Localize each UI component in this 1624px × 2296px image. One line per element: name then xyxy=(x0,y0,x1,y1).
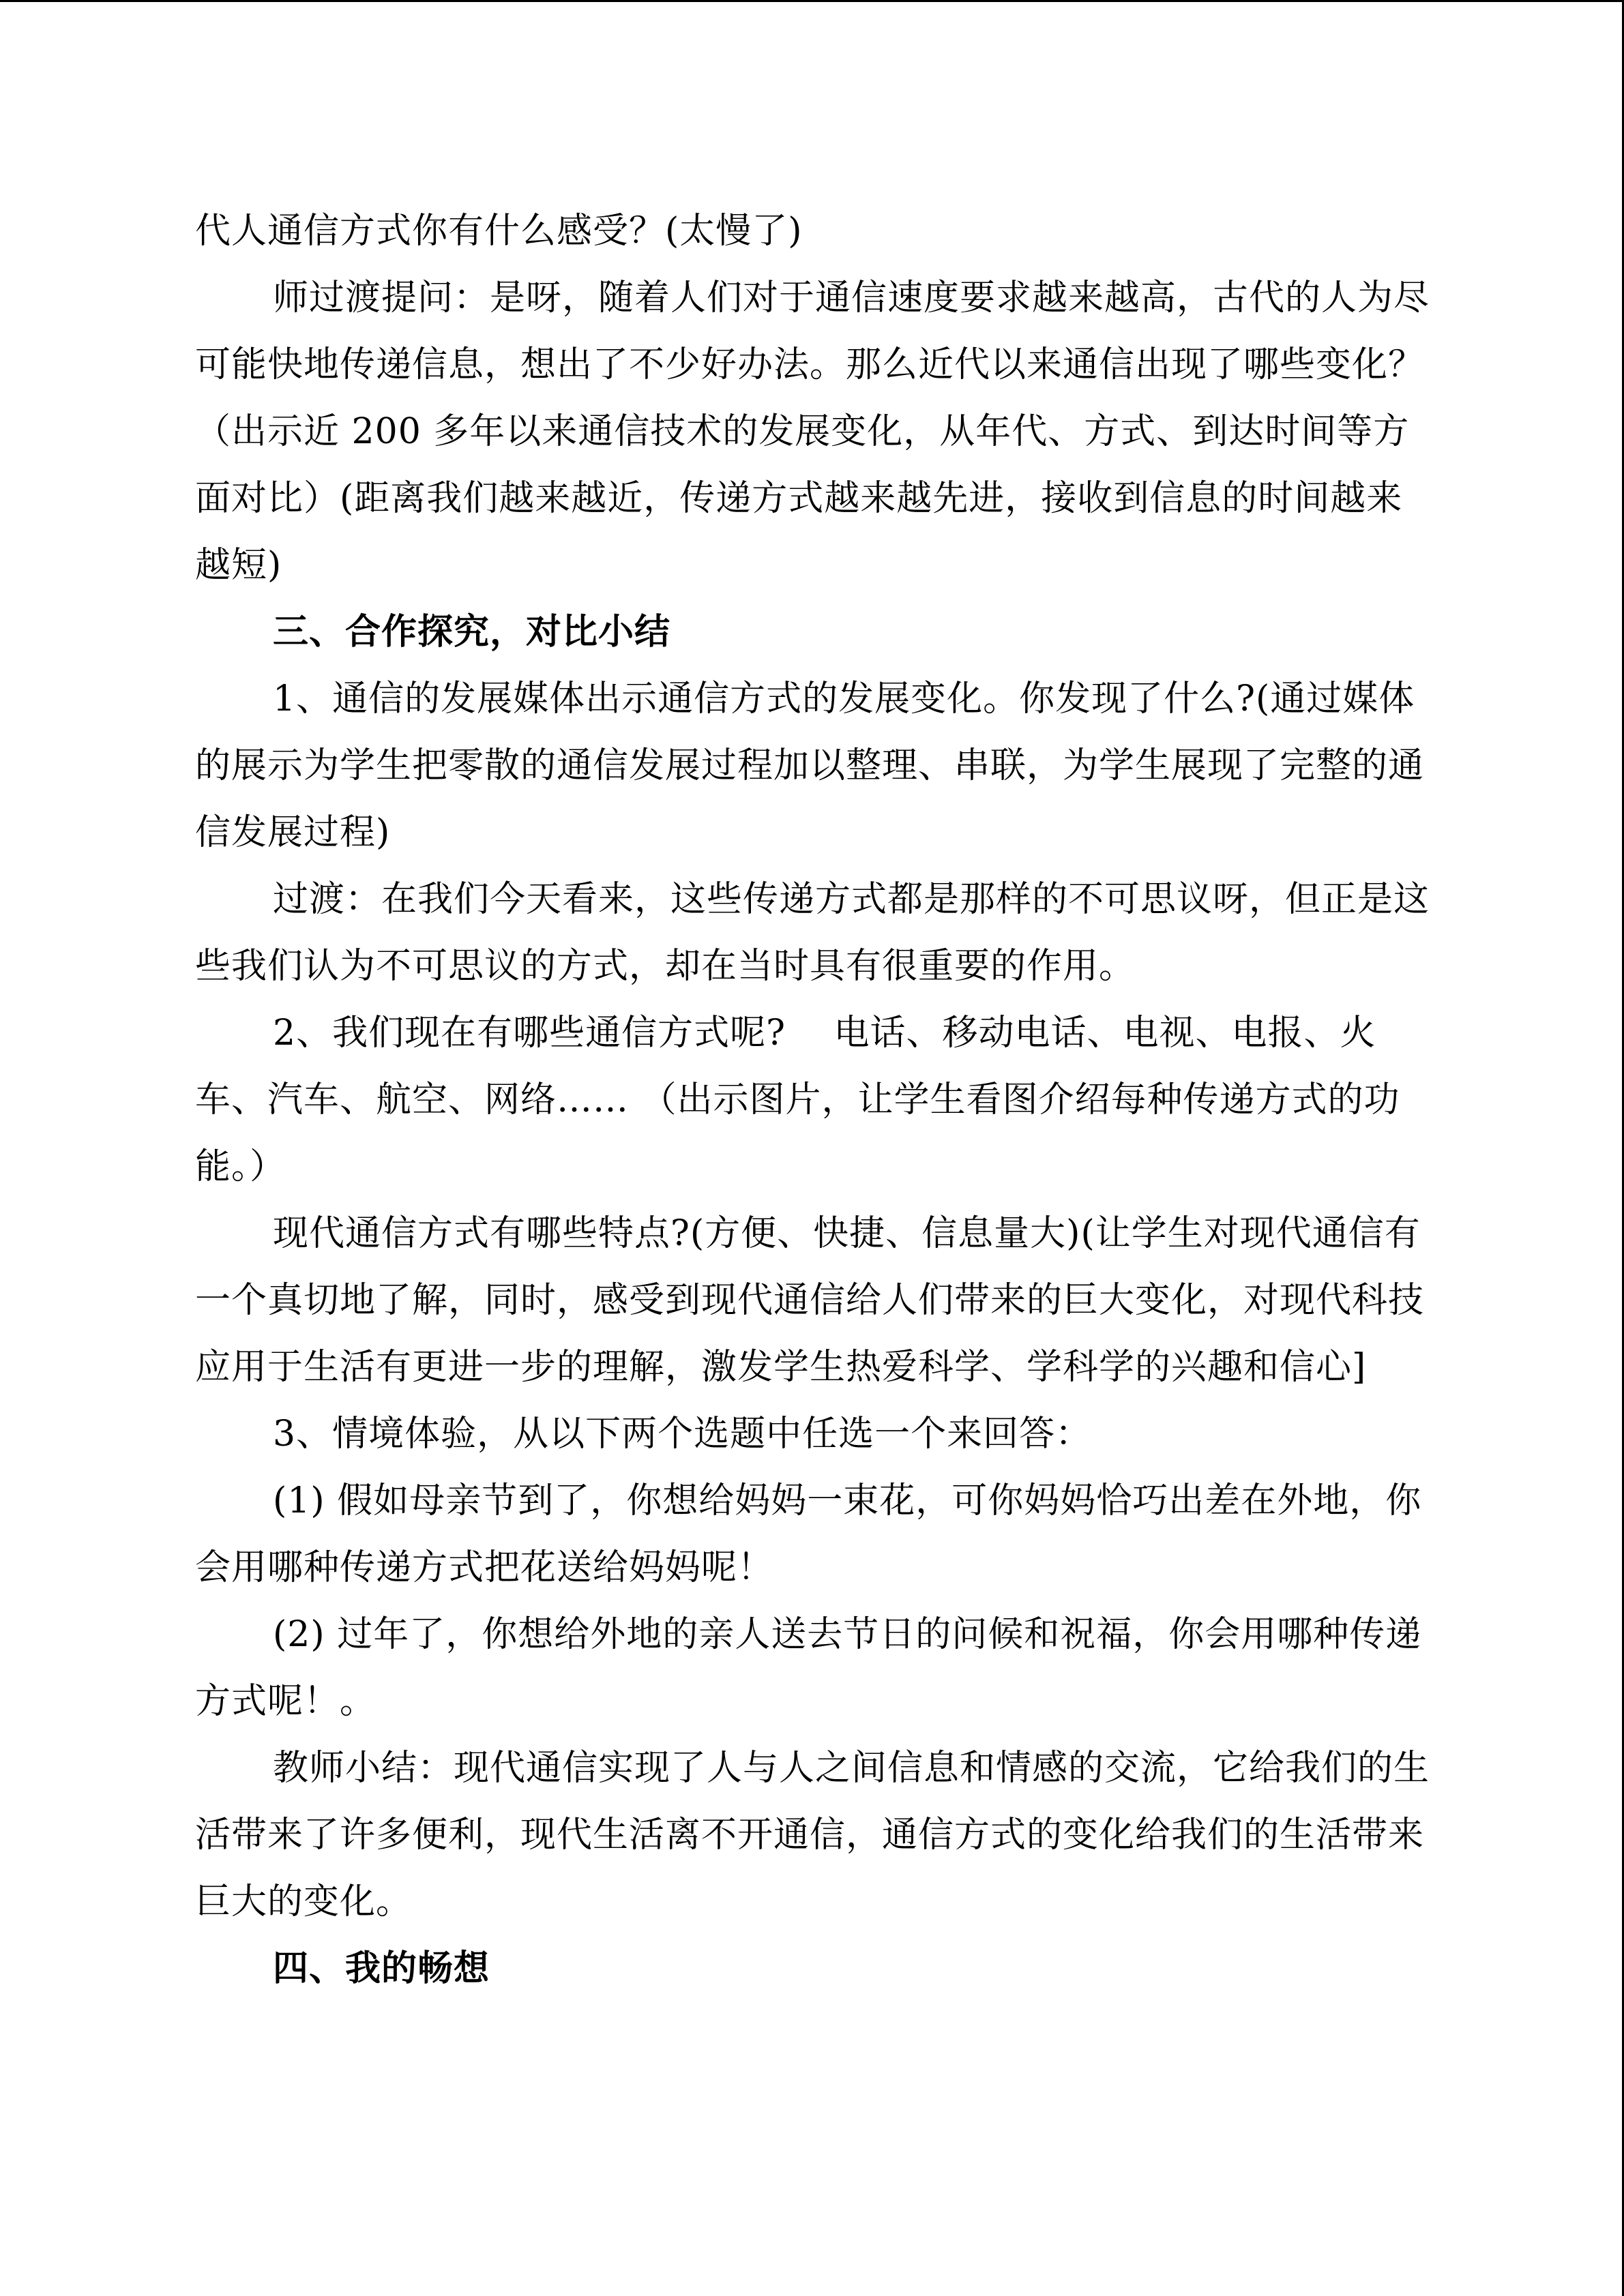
paragraph-teacher-transition: 师过渡提问：是呀，随着人们对于通信速度要求越来越高，古代的人为尽可能快地传递信息，想出了不少好办法。那么近代以来通信出现了哪些变化？（出示近 200 多年以来通信技术的发展变化，从年代、方式、到达时间等方面对比）(距离我们越来越近，传递方式越来越先进，接收到信息的时间越来越短) xyxy=(195,278,1430,586)
section-heading-4: 四、我的畅想 xyxy=(273,1948,490,1989)
paragraph-item-3: 3、情境体验，从以下两个选题中任选一个来回答： xyxy=(273,1414,1092,1455)
paragraph-option-1: (1) 假如母亲节到了，你想给妈妈一束花，可你妈妈恰巧出差在外地，你会用哪种传递方式把花送给妈妈呢！ xyxy=(195,1480,1422,1588)
paragraph-modern-features: 现代通信方式有哪些特点?(方便、快捷、信息量大)(让学生对现代通信有一个真切地了解，同时，感受到现代通信给人们带来的巨大变化，对现代科技应用于生活有更进一步的理解，激发学生热爱科学、学科学的兴趣和信心] xyxy=(195,1213,1425,1388)
paragraph-transition: 过渡：在我们今天看来，这些传递方式都是那样的不可思议呀，但正是这些我们认为不可思议的方式，却在当时具有很重要的作用。 xyxy=(195,879,1430,987)
paragraph-summary: 教师小结：现代通信实现了人与人之间信息和情感的交流，它给我们的生活带来了许多便利，现代生活离不开通信，通信方式的变化给我们的生活带来巨大的变化。 xyxy=(195,1748,1430,1922)
page-border-top xyxy=(0,0,1624,2)
paragraph-item-2: 2、我们现在有哪些通信方式呢? 电话、移动电话、电视、电报、火车、汽车、航空、网络…… （出示图片，让学生看图介绍每种传递方式的功能。） xyxy=(195,1013,1400,1187)
paragraph-item-1: 1、通信的发展媒体出示通信方式的发展变化。你发现了什么?(通过媒体的展示为学生把零散的通信发展过程加以整理、串联，为学生展现了完整的通信发展过程) xyxy=(195,679,1425,853)
paragraph-continuation: 代人通信方式你有什么感受？(太慢了) xyxy=(195,211,803,252)
document-body xyxy=(195,198,1436,2002)
paragraph-option-2: (2) 过年了，你想给外地的亲人送去节日的问候和祝福，你会用哪种传递方式呢！。 xyxy=(195,1614,1422,1722)
section-heading-3: 三、合作探究，对比小结 xyxy=(273,612,671,653)
